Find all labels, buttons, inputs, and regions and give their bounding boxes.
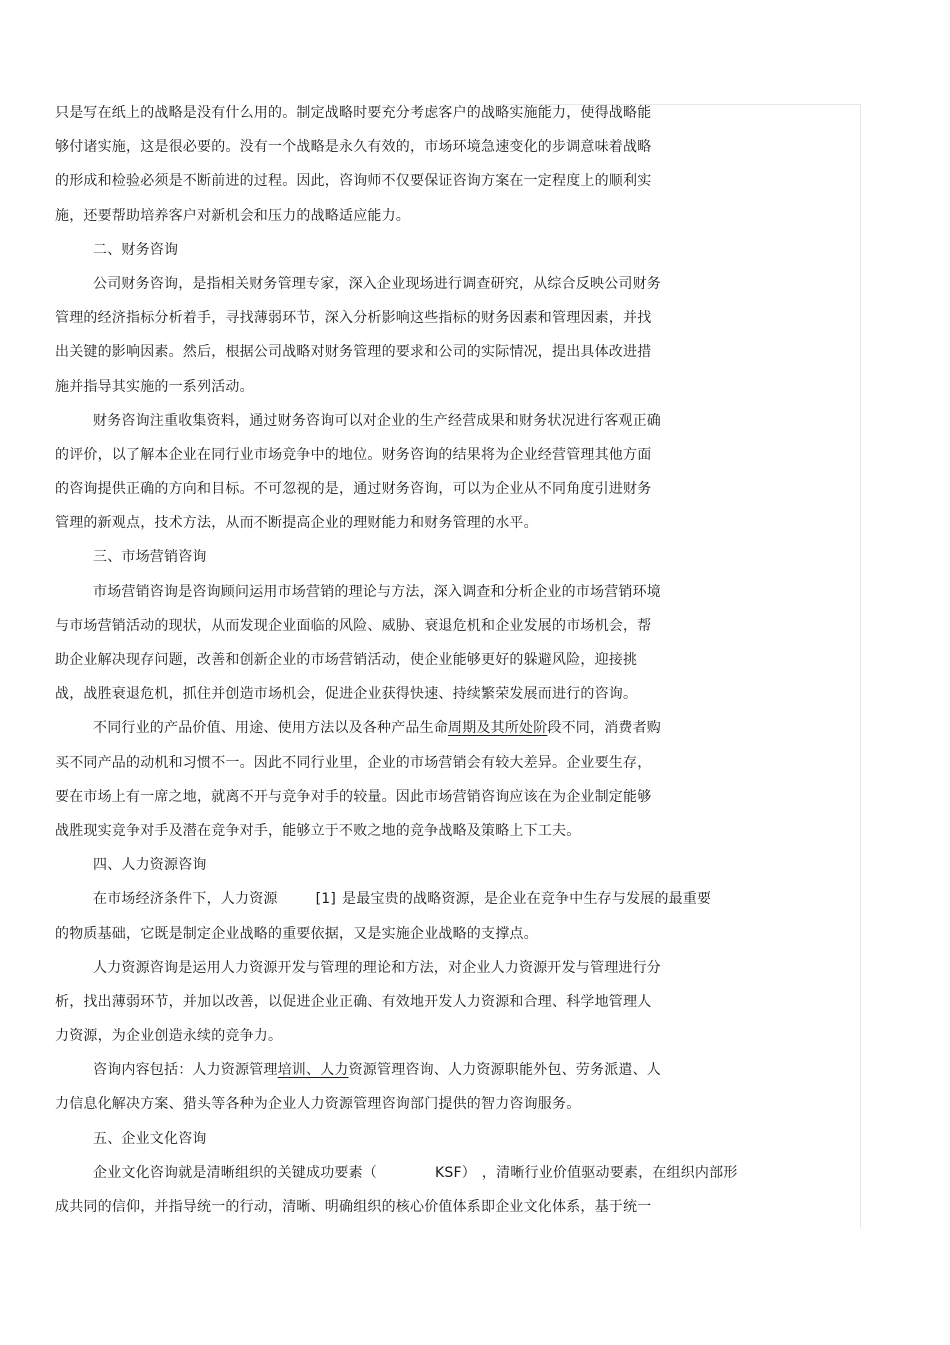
text-line	[55, 164, 835, 198]
line-text: 与市场营销活动的现状，从而发现企业面临的风险、威胁、衰退危机和企业发展的市场机会，帮	[55, 617, 652, 634]
line-text: 战胜现实竞争对手及潜在竞争对手，能够立于不败之地的竞争战略及策略上下工夫。	[55, 822, 581, 839]
text-line	[55, 951, 835, 985]
line-text: 段不同，消费者购	[547, 720, 662, 737]
line-text: 公司财务咨询，是指相关财务管理专家，深入企业现场进行调查研究，从综合反映公司财务	[93, 275, 661, 292]
text-line	[55, 917, 835, 951]
text-line	[55, 1190, 835, 1224]
line-text: 四、人力资源咨询	[93, 857, 207, 874]
section-heading	[55, 848, 835, 882]
line-text: 助企业解决现存问题，改善和创新企业的市场营销活动，使企业能够更好的躲避风险，迎接挑	[55, 652, 638, 668]
line-text: 买不同产品的动机和习惯不一。因此不同行业里，企业的市场营销会有较大差异。企业要生存，	[55, 754, 652, 771]
line-text: 是最宝贵的战略资源，是企业在竞争中生存与发展的最重要	[342, 891, 712, 908]
text-line	[55, 130, 835, 164]
text-line	[55, 643, 835, 677]
text-line	[55, 472, 835, 506]
text-line	[55, 96, 835, 130]
underlined-link-text[interactable]: 培训、人力	[277, 1062, 349, 1079]
line-text: 市场营销咨询是咨询顾问运用市场营销的理论与方法，深入调查和分析企业的市场营销环境	[93, 583, 661, 600]
line-text: 施并指导其实施的一系列活动。	[55, 378, 254, 395]
line-text: 只是写在纸上的战略是没有什么用的。制定战略时要充分考虑客户的战略实施能力，使得战略能	[55, 105, 652, 121]
text-line	[55, 506, 835, 540]
text-line	[55, 1087, 835, 1121]
line-text: 资源管理咨询、人力资源职能外包、劳务派遣、人	[348, 1062, 662, 1079]
line-text: 力信息化解决方案、猎头等各种为企业人力资源管理咨询部门提供的智力咨询服务。	[55, 1096, 581, 1113]
text-line	[55, 335, 835, 369]
line-text: 施，还要帮助培养客户对新机会和压力的战略适应能力。	[55, 207, 410, 224]
reference-marker: [1]	[315, 891, 337, 908]
text-line	[55, 746, 835, 780]
line-text: 成共同的信仰，并指导统一的行动，清晰、明确组织的核心价值体系即企业文化体系，基于统一	[55, 1199, 652, 1215]
line-text: ，清晰行业价值驱动要素，在组织内部形	[481, 1164, 738, 1181]
document-body	[55, 96, 835, 1224]
page-border-right	[860, 104, 861, 1228]
text-line	[55, 882, 835, 916]
text-line	[55, 711, 835, 745]
text-line	[55, 370, 835, 404]
line-text: 财务咨询注重收集资料，通过财务咨询可以对企业的生产经营成果和财务状况进行客观正确	[93, 412, 661, 429]
line-text: 的物质基础，它既是制定企业战略的重要依据，又是实施企业战略的支撑点。	[55, 925, 538, 942]
text-line	[55, 1053, 835, 1087]
line-text: 管理的新观点，技术方法，从而不断提高企业的理财能力和财务管理的水平。	[55, 515, 538, 532]
line-text: 的形成和检验必须是不断前进的过程。因此，咨询师不仅要保证咨询方案在一定程度上的顺利实	[55, 173, 652, 190]
text-line	[55, 438, 835, 472]
line-text: 的咨询提供正确的方向和目标。不可忽视的是，通过财务咨询，可以为企业从不同角度引进财务	[55, 481, 652, 498]
line-text: 咨询内容包括：人力资源管理	[93, 1062, 278, 1079]
text-line	[55, 609, 835, 643]
line-text: 五、企业文化咨询	[93, 1130, 207, 1147]
reference-marker: KSF）	[435, 1164, 476, 1181]
line-text: 战，战胜衰退危机，抓住并创造市场机会，促进企业获得快速、持续繁荣发展而进行的咨询。	[55, 686, 638, 703]
text-line	[55, 677, 835, 711]
line-text: 要在市场上有一席之地，就离不开与竞争对手的较量。因此市场营销咨询应该在为企业制定能够	[55, 788, 652, 805]
line-text: 不同行业的产品价值、用途、使用方法以及各种产品生命	[93, 720, 448, 737]
text-line	[55, 404, 835, 438]
line-text: 够付诸实施，这是很必要的。没有一个战略是永久有效的，市场环境急速变化的步调意味着战略	[55, 139, 652, 156]
line-text: 人力资源咨询是运用人力资源开发与管理的理论和方法，对企业人力资源开发与管理进行分	[93, 959, 661, 976]
line-text: 的评价，以了解本企业在同行业市场竞争中的地位。财务咨询的结果将为企业经营管理其他方面	[55, 446, 652, 463]
text-line	[55, 780, 835, 814]
section-heading	[55, 540, 835, 574]
line-text: 三、市场营销咨询	[93, 549, 207, 566]
text-line	[55, 301, 835, 335]
text-line	[55, 1156, 835, 1190]
line-text: 析，找出薄弱环节，并加以改善，以促进企业正确、有效地开发人力资源和合理、科学地管理人	[55, 993, 652, 1010]
text-line	[55, 814, 835, 848]
text-line	[55, 267, 835, 301]
section-heading	[55, 233, 835, 267]
line-text: 企业文化咨询就是清晰组织的关键成功要素（	[93, 1164, 377, 1181]
text-line	[55, 199, 835, 233]
line-text: 出关键的影响因素。然后，根据公司战略对财务管理的要求和公司的实际情况，提出具体改进措	[55, 344, 652, 361]
line-text: 管理的经济指标分析着手，寻找薄弱环节，深入分析影响这些指标的财务因素和管理因素，并找	[55, 310, 652, 327]
text-line	[55, 1019, 835, 1053]
text-line	[55, 575, 835, 609]
underlined-link-text[interactable]: 周期及其所处阶	[448, 720, 548, 737]
line-text: 力资源，为企业创造永续的竞争力。	[55, 1028, 283, 1045]
line-text: 在市场经济条件下，人力资源	[93, 891, 278, 908]
line-text: 二、财务咨询	[93, 241, 179, 258]
section-heading	[55, 1122, 835, 1156]
text-line	[55, 985, 835, 1019]
